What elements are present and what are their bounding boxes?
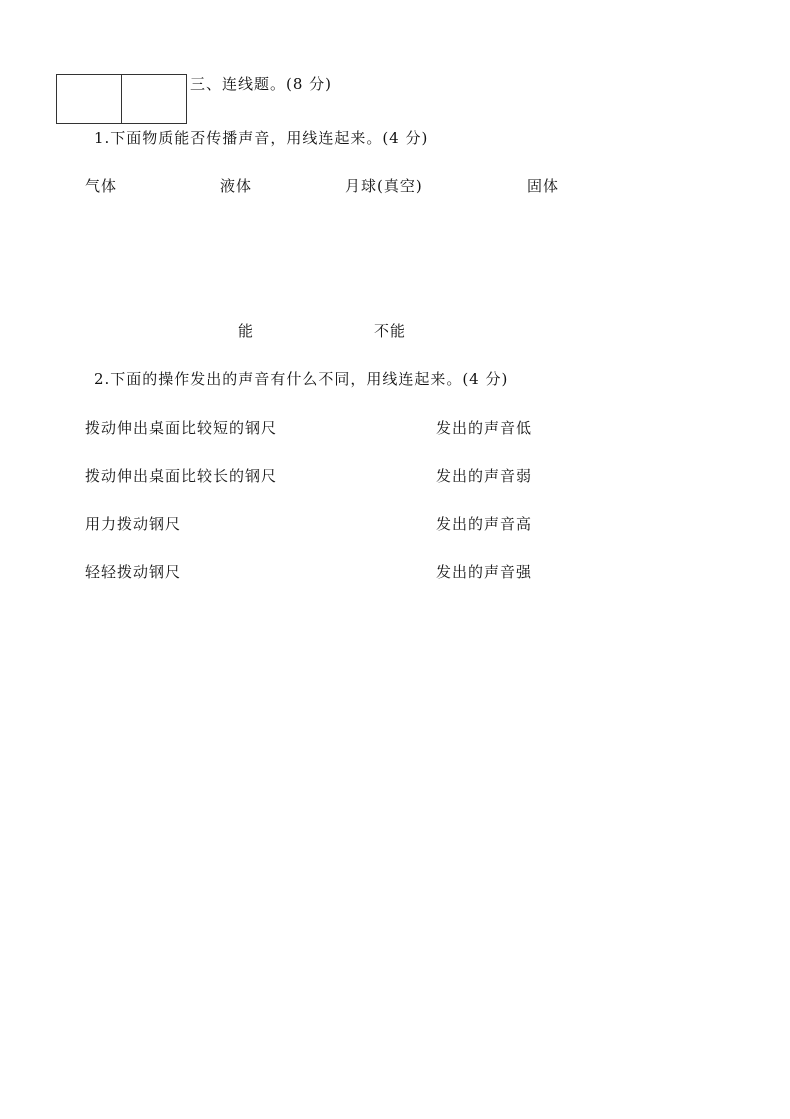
score-cell-grader xyxy=(121,75,186,123)
q2-right-item-3: 发出的声音高 xyxy=(436,515,533,533)
q1-item-solid: 固体 xyxy=(527,177,560,195)
q1-item-gas: 气体 xyxy=(85,177,118,195)
score-box xyxy=(56,74,187,124)
q1-item-moon-vacuum: 月球(真空) xyxy=(345,177,423,195)
q2-right-item-1: 发出的声音低 xyxy=(436,419,533,437)
score-cell-points xyxy=(57,75,121,123)
q2-left-item-1: 拨动伸出桌面比较短的钢尺 xyxy=(85,419,278,437)
q2-right-item-4: 发出的声音强 xyxy=(436,563,533,581)
q2-left-item-3: 用力拨动钢尺 xyxy=(85,515,182,533)
q1-answer-cannot: 不能 xyxy=(374,322,407,340)
q1-item-liquid: 液体 xyxy=(220,177,253,195)
question-2-prompt: 2.下面的操作发出的声音有什么不同，用线连起来。(4 分) xyxy=(94,370,509,388)
q2-right-item-2: 发出的声音弱 xyxy=(436,467,533,485)
q1-answer-can: 能 xyxy=(238,322,255,340)
q2-left-item-2: 拨动伸出桌面比较长的钢尺 xyxy=(85,467,278,485)
question-1-prompt: 1.下面物质能否传播声音，用线连起来。(4 分) xyxy=(94,129,429,147)
section-title: 三、连线题。(8 分) xyxy=(190,75,333,93)
q2-left-item-4: 轻轻拨动钢尺 xyxy=(85,563,182,581)
